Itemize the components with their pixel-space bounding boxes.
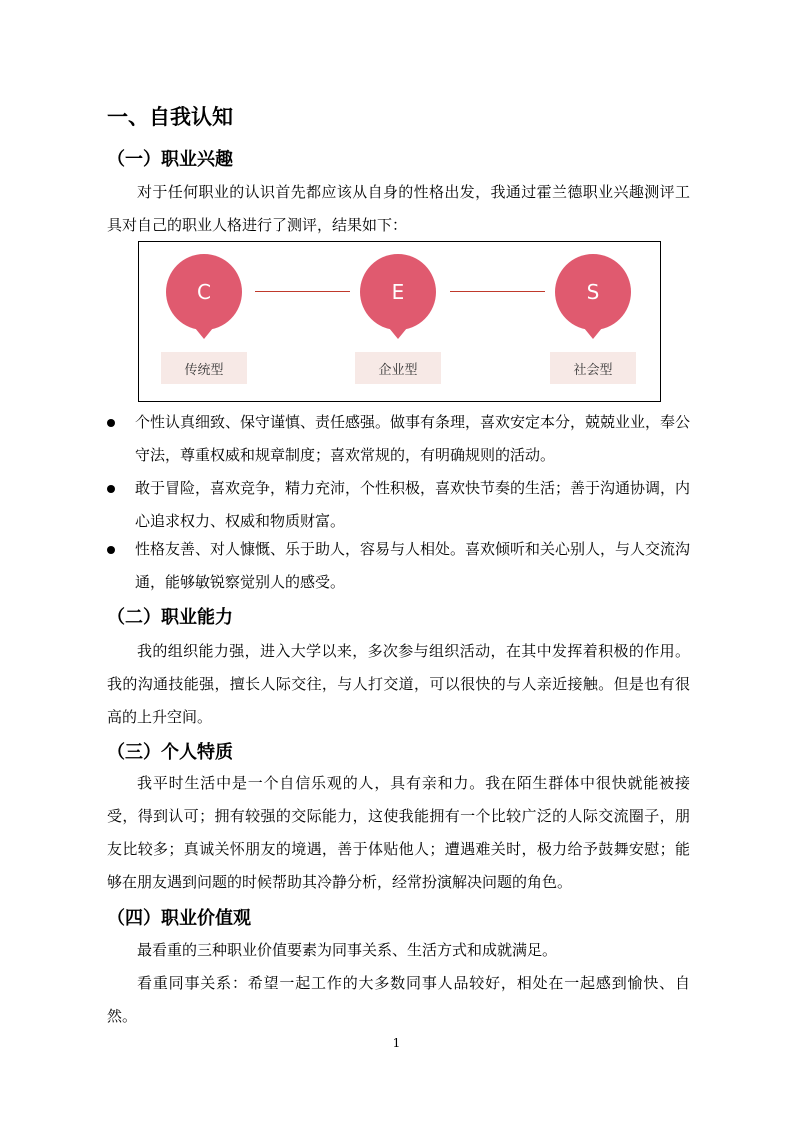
- bullet-text: 个性认真细致、保守谨慎、责任感强。做事有条理，喜欢安定本分，兢兢业业，奉公守法，尊重权威和规章制度；喜欢常规的，有明确规则的活动。: [135, 413, 691, 464]
- connector-c-e: [255, 291, 350, 292]
- section-title-values: （四）职业价值观: [107, 908, 251, 929]
- values-paragraph-2: 看重同事关系：希望一起工作的大多数同事人品较好，相处在一起感到愉快、自然。: [107, 974, 690, 1025]
- connector-e-s: [450, 291, 545, 292]
- node-e-label: 企业型: [355, 352, 441, 384]
- values-paragraph-1: 最看重的三种职业价值要素为同事关系、生活方式和成就满足。: [137, 941, 558, 959]
- bullet-text: 性格友善、对人慷慨、乐于助人，容易与人相处。喜欢倾听和关心别人，与人交流沟通，能够敏锐察觉别人的感受。: [135, 540, 691, 591]
- node-s-circle: S: [555, 254, 631, 330]
- bullet-item: [107, 533, 690, 599]
- bullet-dot-icon: [107, 546, 115, 554]
- node-e-circle: E: [360, 254, 436, 330]
- section-title-ability: （二）职业能力: [107, 607, 233, 628]
- node-e-pointer: [389, 328, 407, 339]
- bullet-dot-icon: [107, 485, 115, 493]
- node-s-label: 社会型: [550, 352, 636, 384]
- bullet-item: [107, 472, 690, 538]
- node-c-label: 传统型: [161, 352, 247, 384]
- section-title-interest: （一）职业兴趣: [107, 149, 233, 170]
- bullet-item: [107, 406, 690, 472]
- page-number: 1: [392, 1036, 401, 1050]
- bullet-text: 敢于冒险，喜欢竞争，精力充沛，个性积极，喜欢快节奏的生活；善于沟通协调，内心追求权力、权威和物质财富。: [135, 479, 691, 530]
- interest-intro: 对于任何职业的认识首先都应该从自身的性格出发，我通过霍兰德职业兴趣测评工具对自己的职业人格进行了测评，结果如下：: [107, 183, 690, 234]
- traits-text: 我平时生活中是一个自信乐观的人，具有亲和力。我在陌生群体中很快就能被接受，得到认可；拥有较强的交际能力，这使我能拥有一个比较广泛的人际交流圈子，朋友比较多；真诚关怀朋友的境遇，善于体贴他人；遭遇难关时，极力给予鼓舞安慰；能够在朋友遇到问题的时候帮助其冷静分析，经常扮演解决问题的角色。: [107, 774, 690, 891]
- node-c-pointer: [195, 328, 213, 339]
- holland-diagram: [138, 241, 661, 402]
- node-c-circle: C: [166, 254, 242, 330]
- node-s-pointer: [584, 328, 602, 339]
- main-heading: 一、自我认知: [107, 105, 233, 129]
- ability-text: 我的组织能力强，进入大学以来，多次参与组织活动，在其中发挥着积极的作用。我的沟通技能强，擅长人际交往，与人打交道，可以很快的与人亲近接触。但是也有很高的上升空间。: [107, 642, 690, 726]
- section-title-traits: （三）个人特质: [107, 742, 233, 763]
- bullet-dot-icon: [107, 419, 115, 427]
